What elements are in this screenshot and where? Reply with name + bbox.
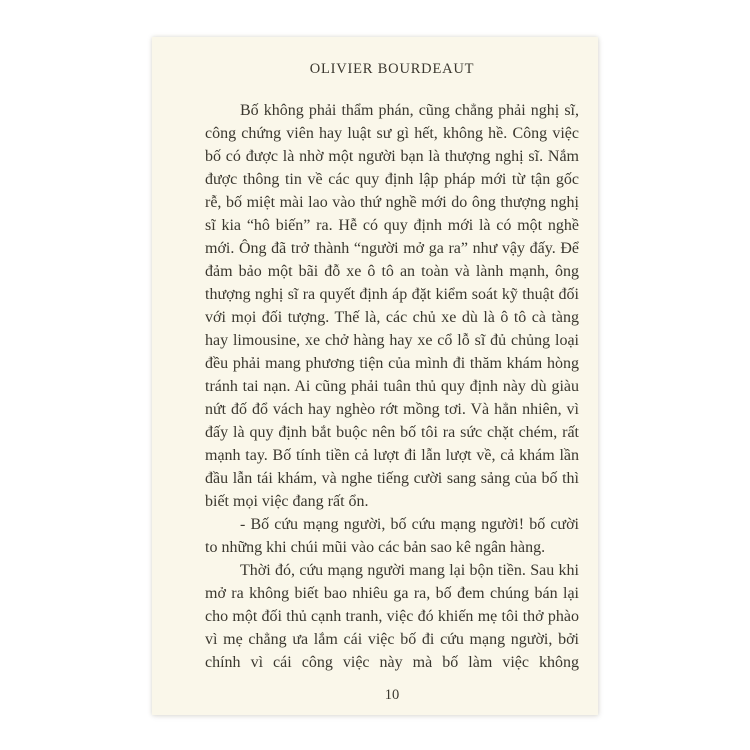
paragraph: Thời đó, cứu mạng người mang lại bộn tiền. Sau khi mở ra không biết bao nhiêu ga ra, bố đem chúng bán lại cho một đối thủ cạnh tranh, việc đó khiến mẹ tôi thở phào vì mẹ chẳng ưa lắm cái việc bố đi cứu mạng người, bởi chính vì cái công việc này mà bố làm việc không	[205, 562, 579, 671]
running-header-author: OLIVIER BOURDEAUT	[309, 61, 475, 77]
paragraph: Bố không phải thẩm phán, cũng chẳng phải nghị sĩ, công chứng viên hay luật sư gì hết, không hề. Công việc bố có được là nhờ một người bạn là thượng nghị sĩ. Nắm được thông tin về các quy định lập pháp mới từ tận gốc rễ, bố miệt mài lao vào thứ nghề mới do ông thượng nghị sĩ kia “hô biến” ra. Hễ có quy định mới là có một nghề mới. Ông đã trở thành “người mở ga ra” như vậy đấy. Để đảm bảo một bãi đỗ xe ô tô an toàn và lành mạnh, ông thượng nghị sĩ ra quyết định áp đặt kiểm soát kỹ thuật đối với mọi đối tượng. Thế là, các chủ xe dù là ô tô cà tàng hay limousine, xe chở hàng hay xe cổ lỗ sĩ đủ chủng loại đều phải mang phương tiện của mình đi thăm khám hòng tránh tai nạn. Ai cũng phải tuân thủ quy định này dù giàu nứt đố đổ vách hay nghèo rớt mồng tơi. Và hẳn nhiên, vì đấy là quy định bắt buộc nên bố tôi ra sức chặt chém, rất mạnh tay. Bố tính tiền cả lượt đi lẫn lượt về, cả khám lần đầu lẫn tái khám, và nghe tiếng cười sang sảng của bố thì biết mọi việc đang rất ổn.	[205, 102, 579, 510]
page-body-text	[205, 99, 579, 674]
page-number: 10	[384, 687, 400, 703]
book-page-scan	[152, 37, 598, 715]
paragraph: - Bố cứu mạng người, bố cứu mạng người! bố cười to những khi chúi mũi vào các bản sao kê ngân hàng.	[205, 516, 579, 556]
